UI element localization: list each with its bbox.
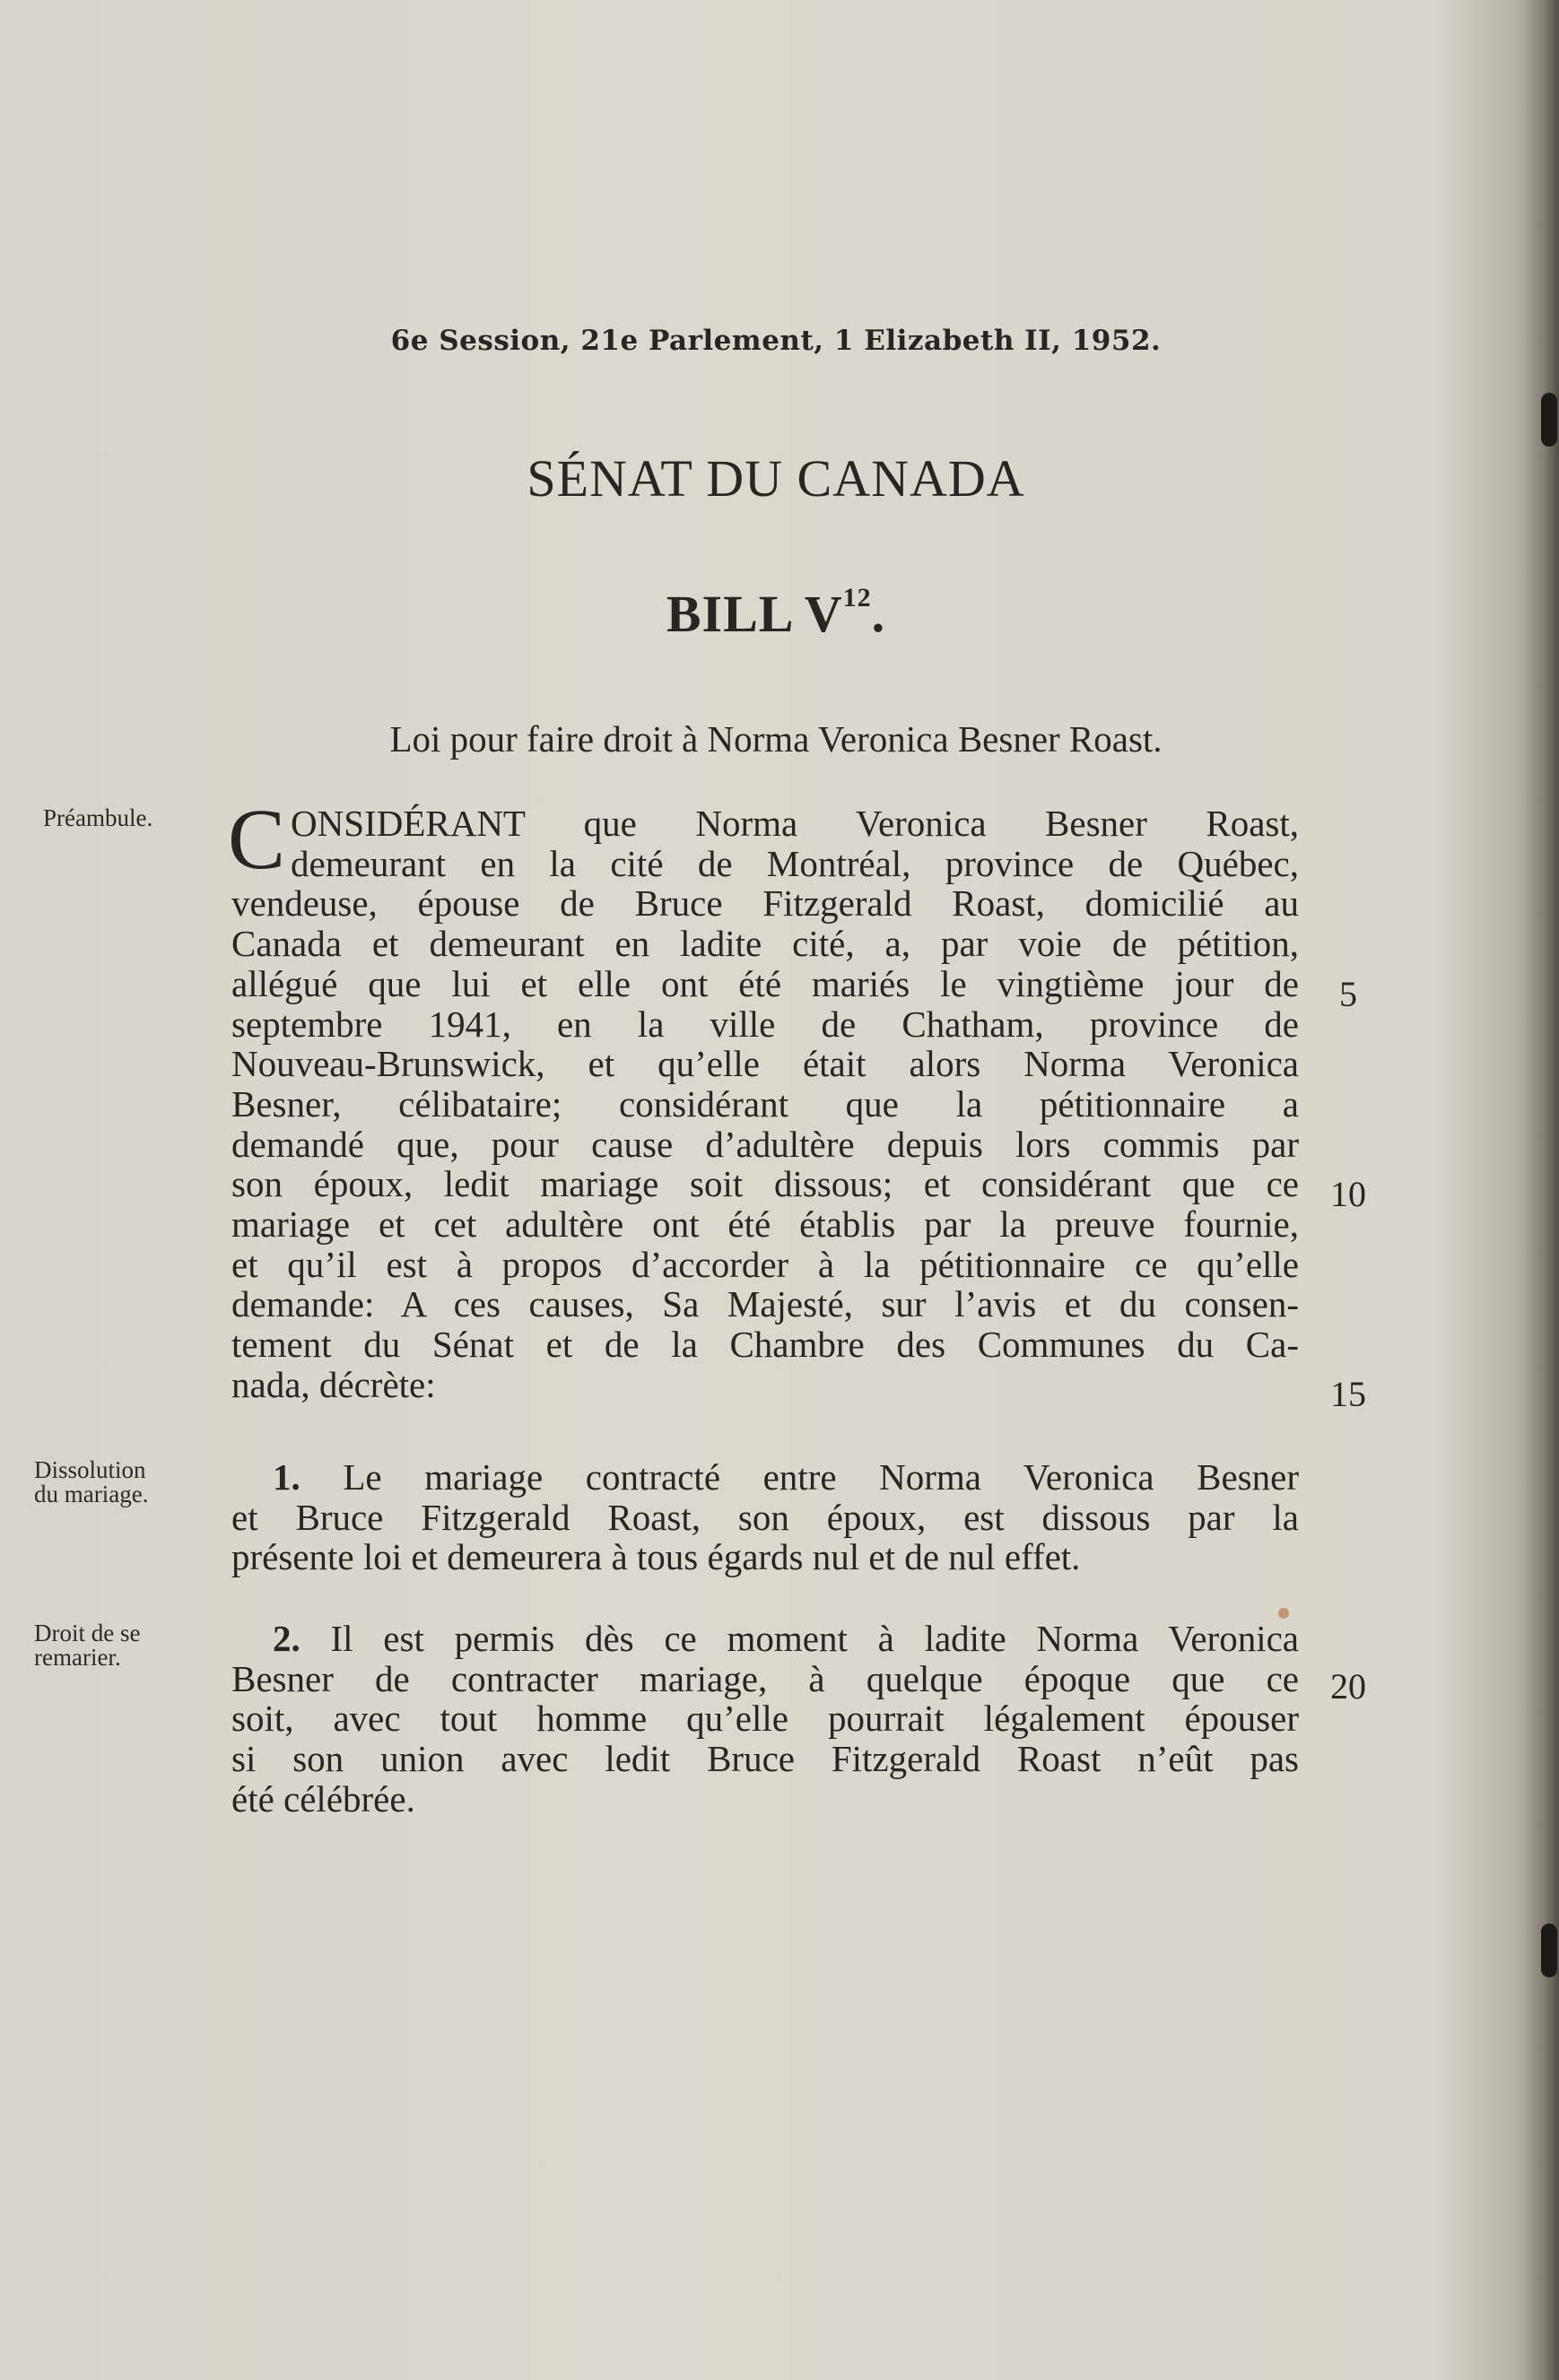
- preamble-line: septembre 1941, en la ville de Chatham, province de: [231, 1003, 1299, 1045]
- preamble-line: ONSIDÉRANT que Norma Veronica Besner Roast,: [291, 803, 1299, 844]
- bill-number: 12: [842, 583, 872, 612]
- margin-note-remarry-line-1: Droit de se: [34, 1620, 141, 1646]
- article-2-number: 2.: [273, 1618, 300, 1659]
- article-1-line: présente loi et demeurera à tous égards nul et de nul effet.: [231, 1536, 1081, 1578]
- preamble-line: demeurant en la cité de Montréal, province de Québec,: [291, 842, 1299, 884]
- bill-heading: [144, 583, 1408, 644]
- preamble-line: Nouveau-Brunswick, et qu’elle était alors Norma Veronica: [231, 1043, 1299, 1085]
- preamble-paragraph: [228, 791, 1299, 1405]
- preamble-line: nada, décrète:: [231, 1363, 436, 1405]
- page-edge-shadow: [1523, 0, 1559, 2380]
- article-1-paragraph: [231, 1457, 1299, 1577]
- line-number-15: 15: [1330, 1374, 1366, 1414]
- article-2-line: si son union avec ledit Bruce Fitzgerald Roast n’eût pas: [231, 1738, 1299, 1780]
- margin-note-preamble: Préambule.: [43, 804, 153, 831]
- article-1-line: [231, 1457, 1299, 1498]
- margin-note-dissolution: [34, 1458, 205, 1507]
- margin-note-remarry-line-2: remarier.: [34, 1644, 121, 1671]
- article-2-line: été célébrée.: [231, 1777, 415, 1820]
- preamble-line: Besner, célibataire; considérant que la pétitionnaire a: [231, 1082, 1299, 1125]
- article-2-paragraph: [231, 1619, 1299, 1820]
- line-number-10: 10: [1330, 1174, 1366, 1214]
- preamble-line: et qu’il est à propos d’accorder à la pétitionnaire ce qu’elle: [231, 1243, 1299, 1285]
- preamble-dropcap: C: [228, 791, 286, 887]
- margin-note-dissolution-line-2: du mariage.: [34, 1481, 149, 1507]
- article-2-line: soit, avec tout homme qu’elle pourrait légalement épouser: [231, 1698, 1299, 1740]
- bill-title: Loi pour faire droit à Norma Veronica Besner Roast.: [389, 718, 1163, 760]
- article-2-line-1-text: Il est permis dès ce moment à ladite Norma Veronica: [300, 1618, 1299, 1659]
- article-2-line: [231, 1619, 1299, 1659]
- preamble-line: demande: A ces causes, Sa Majesté, sur l’avis et du consen-: [231, 1283, 1299, 1325]
- preamble-line: mariage et cet adultère ont été établis par la preuve fournie,: [231, 1203, 1299, 1246]
- bill-label: BILL V: [666, 585, 843, 643]
- article-1-line: et Bruce Fitzgerald Roast, son époux, est dissous par la: [231, 1496, 1299, 1538]
- preamble-line: allégué que lui et elle ont été mariés le vingtième jour de: [231, 962, 1299, 1004]
- session-line: 6e Session, 21e Parlement, 1 Elizabeth II, 1952.: [390, 325, 1162, 357]
- binder-hole-bottom: [1541, 1924, 1557, 1977]
- bill-period: .: [871, 585, 886, 643]
- preamble-line: vendeuse, épouse de Bruce Fitzgerald Roast, domicilié au: [231, 882, 1299, 925]
- line-number-5: 5: [1339, 974, 1357, 1014]
- margin-note-dissolution-line-1: Dissolution: [34, 1456, 146, 1483]
- article-1-line-1-text: Le mariage contracté entre Norma Veronica Besner: [300, 1456, 1299, 1498]
- senate-heading: SÉNAT DU CANADA: [527, 449, 1025, 508]
- article-2-line: Besner de contracter mariage, à quelque époque que ce: [231, 1657, 1299, 1699]
- line-number-20: 20: [1330, 1666, 1366, 1707]
- binder-hole-top: [1541, 393, 1557, 447]
- article-1-number: 1.: [273, 1456, 300, 1498]
- preamble-line: tement du Sénat et de la Chambre des Communes du Ca-: [231, 1324, 1299, 1366]
- preamble-line: son époux, ledit mariage soit dissous; et considérant que ce: [231, 1163, 1299, 1205]
- preamble-line: Canada et demeurant en ladite cité, a, par voie de pétition,: [231, 923, 1299, 965]
- preamble-line: demandé que, pour cause d’adultère depuis lors commis par: [231, 1123, 1299, 1165]
- margin-note-remarry: [34, 1621, 205, 1670]
